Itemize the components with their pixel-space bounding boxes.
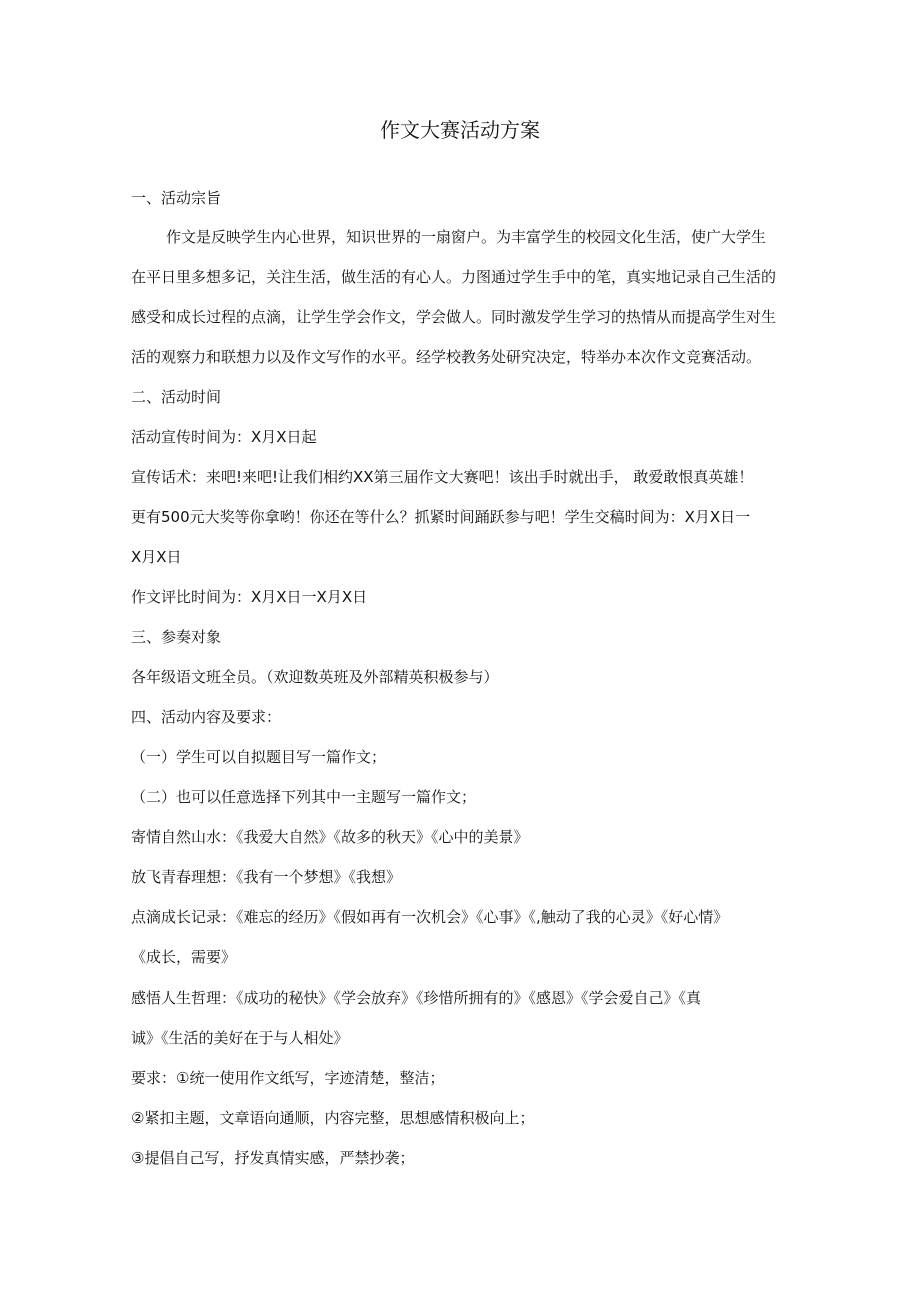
paragraph-line: 在平日里多想多记，关注生活，做生活的有心人。力图通过学生手中的笔，真实地记录自己生活的 (131, 268, 777, 286)
paragraph-line: 活的观察力和联想力以及作文写作的水平。经学校教务处研究决定，特举办本次作文竞赛活动。 (131, 348, 762, 366)
paragraph-line: 作文评比时间为：X月X日一X月X日 (131, 588, 368, 606)
paragraph-line: 活动宣传时间为：X月X日起 (131, 428, 317, 446)
theme-line: 《成长，需要》 (131, 948, 237, 966)
paragraph-line: （二）也可以任意选择下列其中一主题写一篇作文； (131, 788, 477, 806)
theme-line: 放飞青春理想：《我有一个梦想》《我想》 (131, 868, 402, 886)
paragraph-line: 各年级语文班全员。（欢迎数英班及外部精英积极参与） (131, 668, 499, 686)
requirement-line: 要求：①统一使用作文纸写，字迹清楚，整洁； (131, 1069, 445, 1087)
section-heading-purpose: 一、活动宗旨 (131, 189, 222, 207)
requirement-line: ③提倡自己写，抒发真情实感，严禁抄袭； (131, 1149, 415, 1167)
requirement-line: ②紧扣主题，文章语向通顺，内容完整，思想感情积极向上； (131, 1109, 535, 1127)
section-heading-time: 二、活动时间 (131, 388, 222, 406)
paragraph-line: 更有500元大奖等你拿哟！你还在等什么？抓紧时间踊跃参与吧！学生交稿时间为：X月X日一 (131, 508, 751, 526)
theme-line: 感悟人生哲理：《成功的秘快》《学会放弃》《珍惜所拥有的》《感恩》《学会爱自己》《真 (131, 989, 702, 1007)
theme-line: 点滴成长记录：《难忘的经历》《假如再有一次机会》《心事》《,触动了我的心灵》《好心情》 (131, 908, 729, 926)
paragraph-line: （一）学生可以自拟题目写一篇作文； (131, 748, 387, 766)
document-title: 作文大赛活动方案 (380, 118, 540, 142)
theme-line: 寄情自然山水：《我爱大自然》《故多的秋天》《心中的美景》 (131, 828, 529, 846)
paragraph-line: X月X日 (131, 548, 182, 566)
theme-line: 诚》《生活的美好在于与人相处》 (131, 1029, 349, 1047)
section-heading-participants: 三、参奏对象 (131, 628, 222, 646)
paragraph-line: 感受和成长过程的点滴，让学生学会作文，学会做人。同时激发学生学习的热情从而提高学生对生 (131, 308, 777, 326)
paragraph-line: 宣传话术：来吧!来吧!让我们相约XX第三届作文大赛吧！该出手时就出手， 敢爱敢恨真英雄！ (131, 468, 754, 486)
paragraph-line: 作文是反映学生内心世界，知识世界的一扇窗户。为丰富学生的校园文化生活，使广大学生 (166, 228, 767, 246)
section-heading-content: 四、活动内容及要求： (131, 708, 282, 726)
